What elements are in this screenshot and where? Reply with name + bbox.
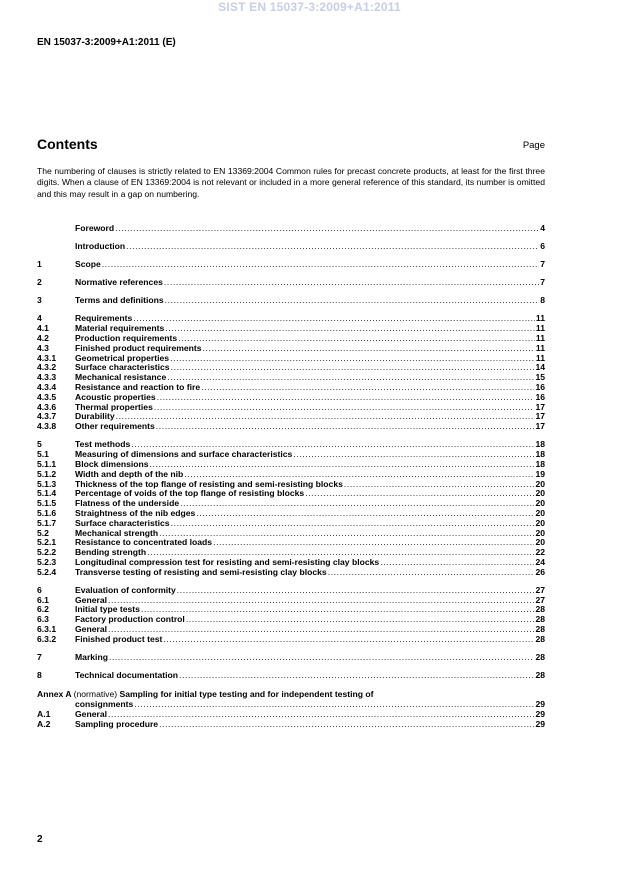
toc-title: Sampling procedure	[75, 718, 159, 729]
toc-number: 4.3.4	[37, 382, 57, 393]
toc-page: 18	[535, 439, 545, 450]
toc-page: 28	[535, 623, 545, 634]
toc-number: 8	[37, 669, 42, 680]
toc-number: 4	[37, 313, 42, 324]
toc-number: 4.3	[37, 342, 49, 353]
toc-number: 4.3.6	[37, 401, 57, 412]
annex-title-line1: Sampling for initial type testing and for independent testing of	[119, 689, 374, 700]
dot-leader	[305, 489, 534, 499]
toc-title: General	[75, 594, 108, 605]
dot-leader	[156, 422, 535, 432]
toc-title: Scope	[75, 259, 101, 270]
dot-leader	[171, 363, 535, 373]
toc-title: Block dimensions	[75, 458, 149, 469]
toc-title: Foreword	[75, 223, 115, 233]
dot-leader	[171, 519, 535, 529]
toc-title: Other requirements	[75, 421, 155, 432]
dot-leader	[108, 710, 534, 720]
toc-number: 5.1.3	[37, 478, 57, 489]
toc-page: 14	[535, 362, 545, 373]
toc-page: 26	[535, 566, 545, 577]
dot-leader	[164, 278, 539, 288]
toc-title: Width and depth of the nib	[75, 468, 184, 479]
toc-entry[interactable]	[37, 422, 545, 432]
toc-title: Production requirements	[75, 333, 178, 344]
toc-title: Thermal properties	[75, 401, 153, 412]
toc-number: 4.3.7	[37, 411, 57, 422]
dot-leader	[177, 586, 535, 596]
dot-leader	[150, 460, 535, 470]
toc-number: 5.2.4	[37, 566, 57, 577]
toc-entry[interactable]	[37, 671, 545, 681]
toc-page: 20	[535, 488, 545, 499]
toc-title: Resistance and reaction to fire	[75, 382, 201, 393]
dot-leader	[180, 499, 534, 509]
toc-entry[interactable]	[37, 296, 545, 306]
dot-leader	[213, 538, 534, 548]
toc-page: 20	[535, 507, 545, 518]
dot-leader	[165, 296, 540, 306]
toc-title: General	[75, 623, 108, 634]
toc-entry[interactable]	[37, 586, 545, 596]
toc-number: 4.3.3	[37, 372, 57, 383]
dot-leader	[109, 653, 534, 663]
toc-page: 17	[535, 401, 545, 412]
toc-page: 20	[535, 517, 545, 528]
dot-leader	[116, 412, 535, 422]
toc-page: 28	[535, 669, 545, 680]
dot-leader	[108, 596, 534, 606]
toc-entry[interactable]	[37, 260, 545, 270]
dot-leader	[159, 529, 534, 539]
dot-leader	[163, 635, 534, 645]
toc-number: 6.3.1	[37, 623, 57, 634]
dot-leader	[170, 354, 535, 364]
toc-entry[interactable]	[37, 242, 545, 252]
dot-leader	[196, 509, 534, 519]
toc-page: 20	[535, 537, 545, 548]
toc-number: 5.1.6	[37, 507, 57, 518]
toc-page: 11	[535, 352, 545, 363]
toc-number: 6.1	[37, 594, 49, 605]
toc-title: Marking	[75, 651, 108, 662]
toc-page: 19	[535, 468, 545, 479]
toc-number: 4.3.5	[37, 391, 57, 402]
toc-title: Geometrical properties	[75, 352, 170, 363]
contents-heading: Contents	[37, 136, 98, 152]
toc-page: 20	[535, 498, 545, 509]
document-id: EN 15037-3:2009+A1:2011 (E)	[37, 37, 176, 48]
toc-title: Evaluation of conformity	[75, 584, 176, 595]
toc-entry[interactable]	[37, 635, 545, 645]
toc-page: 29	[535, 699, 545, 710]
toc-title: Material requirements	[75, 323, 165, 334]
toc-title: Surface characteristics	[75, 517, 170, 528]
toc-page: 11	[535, 323, 545, 334]
toc-number: 2	[37, 277, 42, 288]
watermark: SIST EN 15037-3:2009+A1:2011	[218, 0, 401, 14]
toc-title: Introduction	[75, 241, 126, 252]
toc-title: Normative references	[75, 277, 163, 288]
toc-title: Initial type tests	[75, 604, 140, 615]
intro-paragraph: The numbering of clauses is strictly related to EN 13369:2004 Common rules for precast concrete products, at least for the first three digits. When a clause of EN 13369:2004 is not relevant or included in a more general reference of this standard, its number is omitted and this may result in a gap on numbering.	[37, 166, 545, 199]
dot-leader	[154, 403, 535, 413]
dot-leader	[201, 383, 534, 393]
annex-a-title-continuation[interactable]	[37, 700, 545, 710]
toc-title: Acoustic properties	[75, 391, 156, 402]
toc-title: Mechanical strength	[75, 527, 159, 538]
dot-leader	[178, 334, 535, 344]
toc-number: 4.3.1	[37, 352, 57, 363]
toc-number: 6.3	[37, 614, 49, 625]
toc-title: Longitudinal compression test for resisting and semi-resisting clay blocks	[75, 556, 380, 567]
page-number: 2	[37, 834, 43, 845]
toc-title: Bending strength	[75, 547, 147, 558]
toc-page: 6	[540, 241, 545, 252]
toc-title: Measuring of dimensions and surface characteristics	[75, 449, 293, 460]
toc-page: 24	[535, 556, 545, 567]
toc-title: Straightness of the nib edges	[75, 507, 196, 518]
dot-leader	[293, 450, 534, 460]
toc-page: 17	[535, 411, 545, 422]
toc-number: 5.1	[37, 449, 49, 460]
toc-page: 17	[535, 421, 545, 432]
toc-title: Requirements	[75, 313, 133, 324]
toc-number: 5.1.2	[37, 468, 57, 479]
toc-number: A.2	[37, 718, 51, 729]
toc-number: 3	[37, 295, 42, 306]
toc-page: 20	[535, 527, 545, 538]
toc-number: 7	[37, 651, 42, 662]
toc-title: Thickness of the top flange of resisting and semi-resisting blocks	[75, 478, 343, 489]
toc-entry[interactable]	[37, 278, 545, 288]
dot-leader	[115, 224, 539, 234]
toc-number: 5.1.1	[37, 458, 57, 469]
dot-leader	[108, 625, 534, 635]
toc-page: 4	[540, 223, 545, 233]
toc-number: 5	[37, 439, 42, 450]
toc-number: 5.2.3	[37, 556, 57, 567]
toc-title: Percentage of voids of the top flange of resisting blocks	[75, 488, 305, 499]
toc-page: 28	[535, 614, 545, 625]
toc-entry[interactable]	[37, 568, 545, 578]
toc-title: Transverse testing of resisting and semi-resisting clay blocks	[75, 566, 327, 577]
toc-number: 5.1.7	[37, 517, 57, 528]
dot-leader	[344, 480, 535, 490]
toc-title: General	[75, 708, 108, 719]
toc-page: 29	[535, 718, 545, 729]
toc-title: Terms and definitions	[75, 295, 164, 306]
annex-title-line2: consignments	[75, 699, 134, 710]
toc-page: 7	[540, 277, 545, 288]
toc-page: 16	[535, 382, 545, 393]
toc-number: 5.2.2	[37, 547, 57, 558]
toc-page: 20	[535, 478, 545, 489]
dot-leader	[133, 314, 535, 324]
toc-page: 16	[535, 391, 545, 402]
dot-leader	[157, 393, 535, 403]
dot-leader	[141, 605, 534, 615]
toc-title: Finished product requirements	[75, 342, 202, 353]
toc-number: 6	[37, 584, 42, 595]
toc-entry[interactable]	[37, 224, 545, 234]
toc-number: 6.3.2	[37, 633, 57, 644]
toc-page: 8	[540, 295, 545, 306]
toc-page: 27	[535, 594, 545, 605]
toc-page: 22	[535, 547, 545, 558]
page-column-label: Page	[522, 140, 545, 151]
dot-leader	[186, 615, 535, 625]
toc-number: 4.3.2	[37, 362, 57, 373]
toc-title: Test methods	[75, 439, 131, 450]
dot-leader	[126, 242, 539, 252]
dot-leader	[159, 720, 534, 730]
toc-number: 5.1.5	[37, 498, 57, 509]
toc-number: 4.1	[37, 323, 49, 334]
toc-page: 11	[535, 342, 545, 353]
dot-leader	[102, 260, 539, 270]
toc-page: 18	[535, 449, 545, 460]
toc-title: Factory production control	[75, 614, 185, 625]
toc-title: Finished product test	[75, 633, 163, 644]
dot-leader	[380, 558, 534, 568]
dot-leader	[167, 373, 534, 383]
toc-page: 28	[535, 604, 545, 615]
toc-page: 11	[535, 333, 545, 344]
toc-title: Resistance to concentrated loads	[75, 537, 213, 548]
toc-page: 18	[535, 458, 545, 469]
toc-number: 5.2	[37, 527, 49, 538]
dot-leader	[328, 568, 535, 578]
annex-type: (normative)	[73, 689, 118, 700]
toc-number: 4.2	[37, 333, 49, 344]
toc-title: Durability	[75, 411, 115, 422]
toc-number: 6.2	[37, 604, 49, 615]
toc-page: 27	[535, 584, 545, 595]
dot-leader	[134, 700, 534, 710]
dot-leader	[165, 324, 535, 334]
toc-title: Technical documentation	[75, 669, 178, 680]
toc-title: Surface characteristics	[75, 362, 170, 373]
toc-number: 4.3.8	[37, 421, 57, 432]
toc-page: 28	[535, 651, 545, 662]
toc-page: 28	[535, 633, 545, 644]
toc-title: Flatness of the underside	[75, 498, 180, 509]
toc-page: 7	[540, 259, 545, 270]
toc-entry[interactable]	[37, 653, 545, 663]
table-of-contents	[37, 224, 545, 729]
toc-number: 5.2.1	[37, 537, 57, 548]
toc-page: 29	[535, 708, 545, 719]
toc-page: 15	[535, 372, 545, 383]
annex-entry[interactable]	[37, 720, 545, 730]
toc-number: 5.1.4	[37, 488, 57, 499]
dot-leader	[179, 671, 534, 681]
annex-label: Annex A	[37, 689, 72, 700]
toc-number: 1	[37, 259, 42, 270]
dot-leader	[203, 344, 535, 354]
toc-page: 11	[535, 313, 545, 324]
toc-number: A.1	[37, 708, 51, 719]
toc-title: Mechanical resistance	[75, 372, 167, 383]
toc-entry[interactable]	[37, 615, 545, 625]
